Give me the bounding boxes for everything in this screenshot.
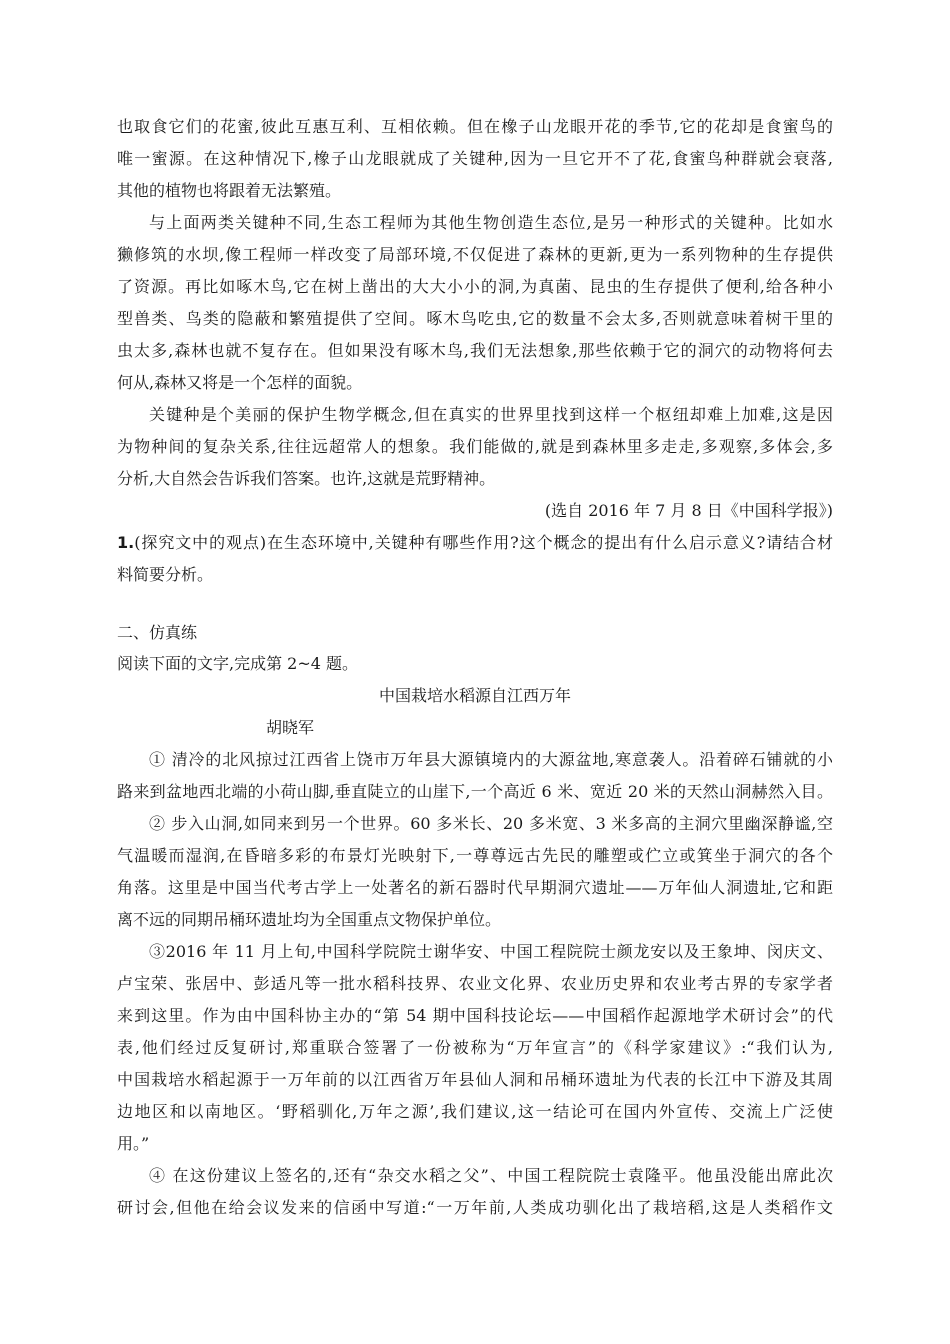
question-1 — [117, 532, 833, 554]
paragraph-line: 角落。这里是中国当代考古学上一处著名的新石器时代早期洞穴遗址——万年仙人洞遗址,它和距 — [117, 878, 833, 897]
paragraph-line: 了资源。再比如啄木鸟,它在树上凿出的大大小小的洞,为真菌、昆虫的生存提供了便利,给各种小 — [117, 277, 833, 296]
paragraph-line: 为物种间的复杂关系,往往远超常人的想象。我们能做的,就是到森林里多走走,多观察,多体会,多 — [117, 437, 833, 456]
paragraph-line: 路来到盆地西北端的小荷山脚,垂直陡立的山崖下,一个高近 6 米、宽近 20 米的天然山洞赫然入目。 — [117, 782, 833, 801]
section-heading: 二、仿真练 — [117, 623, 198, 642]
paragraph-line: 唯一蜜源。在这种情况下,橡子山龙眼就成了关键种,因为一旦它开不了花,食蜜鸟种群就会衰落, — [117, 149, 833, 168]
paragraph-line: ④ 在这份建议上签名的,还有“杂交水稻之父”、中国工程院院士袁隆平。他虽没能出席此次 — [149, 1166, 833, 1185]
paragraph-line: 何从,森林又将是一个怎样的面貌。 — [117, 373, 363, 392]
paragraph-line: 獭修筑的水坝,像工程师一样改变了局部环境,不仅促进了森林的更新,更为一系列物种的生存提供 — [117, 245, 833, 264]
paragraph-line: 与上面两类关键种不同,生态工程师为其他生物创造生态位,是另一种形式的关键种。比如水 — [149, 213, 833, 232]
paragraph-line: 来到这里。作为由中国科协主办的“第 54 期中国科技论坛——中国稻作起源地学术研讨会”的代 — [117, 1006, 833, 1025]
paragraph-line: 分析,大自然会告诉我们答案。也许,这就是荒野精神。 — [117, 469, 496, 488]
paragraph-line: 其他的植物也将跟着无法繁殖。 — [117, 181, 342, 200]
paragraph-line: 虫太多,森林也就不复存在。但如果没有啄木鸟,我们无法想象,那些依赖于它的洞穴的动物将何去 — [117, 341, 833, 360]
paragraph-line: 中国栽培水稻起源于一万年前的以江西省万年县仙人洞和吊桶环遗址为代表的长江中下游及其周 — [117, 1070, 833, 1089]
paragraph-line: 也取食它们的花蜜,彼此互惠互利、互相依赖。但在橡子山龙眼开花的季节,它的花却是食蜜鸟的 — [117, 117, 833, 136]
paragraph-line: ③2016 年 11 月上旬,中国科学院院士谢华安、中国工程院院士颜龙安以及王象坤、闵庆文、 — [149, 942, 833, 961]
source-citation: (选自 2016 年 7 月 8 日《中国科学报》) — [544, 501, 833, 520]
paragraph-line: 关键种是个美丽的保护生物学概念,但在真实的世界里找到这样一个枢纽却难上加难,这是因 — [149, 405, 833, 424]
paragraph-line: 气温暖而湿润,在昏暗多彩的布景灯光映射下,一尊尊远古先民的雕塑或伫立或箕坐于洞穴的各个 — [117, 846, 833, 865]
paragraph-line: 卢宝荣、张居中、彭适凡等一批水稻科技界、农业文化界、农业历史界和农业考古界的专家学者 — [117, 974, 833, 993]
question-text: (探究文中的观点)在生态环境中,关键种有哪些作用?这个概念的提出有什么启示意义?请结合材 — [134, 533, 833, 552]
paragraph-line: 边地区和以南地区。‘野稻驯化,万年之源’,我们建议,这一结论可在国内外宣传、交流上广泛使 — [117, 1102, 833, 1121]
paragraph-line: 用。” — [117, 1134, 150, 1153]
question-number: 1. — [117, 533, 135, 552]
question-text-continued: 料简要分析。 — [117, 565, 214, 584]
section-instruction: 阅读下面的文字,完成第 2~4 题。 — [117, 654, 359, 673]
article-title: 中国栽培水稻源自江西万年 — [378, 686, 571, 705]
paragraph-line: 离不远的同期吊桶环遗址均为全国重点文物保护单位。 — [117, 910, 502, 929]
paragraph-line: ① 清冷的北风掠过江西省上饶市万年县大源镇境内的大源盆地,寒意袭人。沿着碎石铺就的小 — [149, 750, 833, 769]
article-author: 胡晓军 — [266, 718, 315, 737]
paragraph-line: ② 步入山洞,如同来到另一个世界。60 多米长、20 多米宽、3 米多高的主洞穴里幽深静谧,空 — [149, 814, 833, 833]
paragraph-line: 表,他们经过反复研讨,郑重联合签署了一份被称为“万年宣言”的《科学家建议》:“我们认为, — [117, 1038, 833, 1057]
paragraph-line: 型兽类、鸟类的隐蔽和繁殖提供了空间。啄木鸟吃虫,它的数量不会太多,否则就意味着树干里的 — [117, 309, 833, 328]
paragraph-line: 研讨会,但他在给会议发来的信函中写道:“一万年前,人类成功驯化出了栽培稻,这是人类稻作文 — [117, 1198, 833, 1217]
